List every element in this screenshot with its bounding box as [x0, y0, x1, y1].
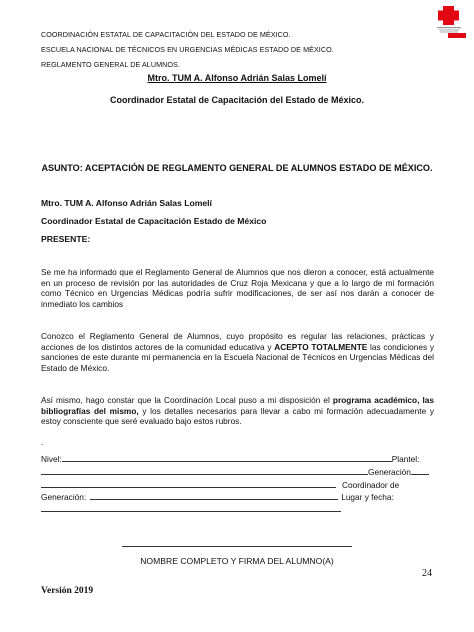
title-role: Coordinador Estatal de Capacitación del Estado de México.	[109, 95, 365, 105]
paragraph-2-emphasis: ACEPTO TOTALMENTE	[274, 341, 368, 352]
header-line-2: ESCUELA NACIONAL DE TÉCNICOS EN URGENCIAS MÉDICAS ESTADO DE MÉXICO.	[41, 45, 334, 54]
paragraph-2	[41, 331, 434, 373]
signature-label: NOMBRE COMPLETO Y FIRMA DEL ALUMNO(A)	[140, 556, 334, 566]
generacion-2-label: Generación:	[41, 492, 87, 502]
paragraph-dot: .	[41, 437, 44, 447]
form-row-lugar-fill	[41, 504, 341, 514]
form-row-nivel	[41, 454, 419, 464]
addressee-role: Coordinador Estatal de Capacitación Estado de México	[41, 216, 267, 226]
lugar-fecha-field[interactable]	[41, 504, 341, 512]
lugar-fecha-label: Lugar y fecha:	[341, 492, 394, 502]
header-line-3: REGLAMENTO GENERAL DE ALUMNOS.	[41, 60, 180, 69]
form-row-lugar	[41, 492, 394, 502]
signature-line[interactable]	[122, 546, 352, 547]
header-line-1: COORDINACIÓN ESTATAL DE CAPACITACIÓN DEL ESTADO DE MÉXICO.	[41, 30, 291, 39]
paragraph-3-text-a: Así mismo, hago constar que la Coordinación Local puso a mi disposición el	[41, 395, 333, 405]
form-row-generacion	[41, 467, 429, 477]
plantel-field[interactable]	[41, 467, 368, 475]
paragraph-3	[41, 395, 434, 427]
paragraph-3-text-c: y los detalles necesarios para llevar a cabo mi formación adecuadamente y estoy consciente que seré evaluado bajo estos rubros.	[41, 405, 434, 427]
paragraph-2-text-c: las condiciones y sanciones de este durante mi permanencia en la Escuela Nacional de Técnicos en Urgencias Médicas del Estado de México.	[41, 341, 435, 373]
addressee-name: Mtro. TUM A. Alfonso Adrián Salas Lomelí	[41, 198, 212, 208]
plantel-label: Plantel:	[391, 454, 420, 464]
form-row-coordinador	[41, 480, 399, 490]
nivel-field[interactable]	[62, 454, 392, 462]
addressee-greeting: PRESENTE:	[41, 234, 91, 244]
version-label: Versión 2019	[41, 586, 94, 596]
generacion-field[interactable]	[411, 467, 429, 475]
paragraph-2-text-a: Conozco el Reglamento General de Alumnos, cuyo propósito es regular las relaciones, prácticas y acciones de los distintos actores de la comunidad educativa y	[41, 331, 434, 352]
paragraph-3-emphasis: programa académico, las bibliografías del mismo,	[41, 395, 434, 416]
title-name: Mtro. TUM A. Alfonso Adrián Salas Lomelí	[147, 73, 327, 83]
page-number: 24	[422, 568, 432, 579]
coordinador-field[interactable]	[41, 480, 336, 488]
red-cross-logo-icon	[431, 4, 467, 38]
subject-line: ASUNTO: ACEPTACIÓN DE REGLAMENTO GENERAL DE ALUMNOS ESTADO DE MÉXICO.	[41, 163, 433, 173]
generacion-label: Generación	[368, 467, 411, 477]
coordinador-label: Coordinador de	[342, 480, 400, 490]
generacion-2-field[interactable]	[90, 492, 338, 500]
paragraph-1: Se me ha informado que el Reglamento General de Alumnos que nos dieron a conocer, está actualmente en un proceso de revisión por las autoridades de Cruz Roja Mexicana y que a lo largo de mi formación como Técnico en Urgencias Médicas podría sufrir modificaciones, de ser así nos darán a conocer de inmediato los cambios	[41, 267, 434, 309]
nivel-label: Nivel:	[41, 454, 62, 464]
